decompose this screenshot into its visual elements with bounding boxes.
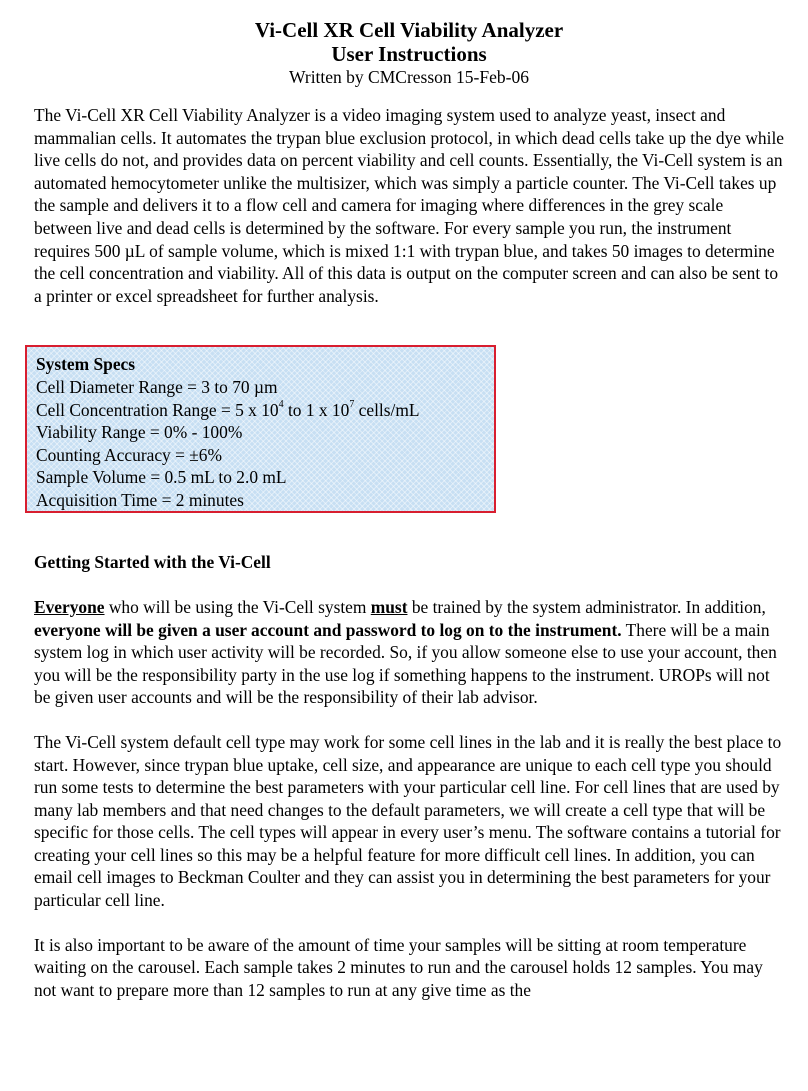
spec-viability-range: Viability Range = 0% - 100% [36, 422, 243, 443]
specs-title: System Specs [36, 354, 136, 375]
spec-conc-prefix: Cell Concentration Range = 5 x 10 [36, 399, 279, 420]
spec-conc-suffix: cells/mL [354, 399, 420, 420]
title-block [34, 18, 784, 88]
training-text-c: There will be a main system log in which user activity will be recorded. So, if you allow someone else to use your account, then you will be the responsibility party in the use log if something happens to the instrument. UROPs will not be given user accounts and will be the responsibility of their lab advisor. [34, 619, 777, 708]
spec-counting-accuracy: Counting Accuracy = ±6% [36, 444, 222, 465]
spec-conc-exponent-2: 7 [349, 398, 355, 410]
emphasis-user-account: everyone will be given a user account and password to log on to the instrument. [34, 619, 622, 640]
spec-acquisition-time: Acquisition Time = 2 minutes [36, 489, 244, 510]
system-specs-box [25, 345, 496, 513]
spec-cell-diameter: Cell Diameter Range = 3 to 70 µm [36, 376, 278, 397]
document-title-line1: Vi-Cell XR Cell Viability Analyzer [254, 18, 564, 42]
section-heading-getting-started: Getting Started with the Vi-Cell [34, 552, 271, 573]
document-title-line2: User Instructions [331, 42, 487, 66]
training-text-b: be trained by the system administrator. In addition, [407, 596, 766, 617]
training-text-a: who will be using the Vi-Cell system [104, 596, 371, 617]
emphasis-must: must [370, 596, 408, 617]
spec-conc-exponent-1: 4 [278, 398, 284, 410]
intro-paragraph: The Vi-Cell XR Cell Viability Analyzer is a video imaging system used to analyze yeast, insect and mammalian cells. It automates the trypan blue exclusion protocol, in which dead cells take up the dye while live cells do not, and provides data on percent viability and cell counts. Essentially, the Vi-Cell system is an automated hemocytometer unlike the multisizer, which was simply a particle counter. The Vi-Cell takes up the sample and delivers it to a flow cell and camera for imaging where differences in the grey scale between live and dead cells is determined by the software. For every sample you run, the instrument requires 500 µL of sample volume, which is mixed 1:1 with trypan blue, and takes 50 images to determine the cell concentration and viability. All of this data is output on the computer screen and can also be sent to a printer or excel spreadsheet for further analysis. [34, 105, 784, 306]
emphasis-everyone: Everyone [34, 596, 105, 617]
training-paragraph [34, 596, 784, 709]
spec-conc-middle: to 1 x 10 [283, 399, 350, 420]
carousel-paragraph: It is also important to be aware of the amount of time your samples will be sitting at room temperature waiting on the carousel. Each sample takes 2 minutes to run and the carousel holds 12 samples. You may not want to prepare more than 12 samples to run at any give time as the [34, 934, 763, 1000]
cell-type-paragraph: The Vi-Cell system default cell type may work for some cell lines in the lab and it is really the best place to start. However, since trypan blue uptake, cell size, and appearance are unique to each cell type you should run some tests to determine the best parameters with your particular cell line. For cell lines that are used by many lab members and that need changes to the default parameters, we will create a cell type that will be specific for those cells. The cell types will appear in every user’s menu. The software contains a tutorial for creating your cell lines so this may be a helpful feature for more difficult cell lines. In addition, you can email cell images to Beckman Coulter and they can assist you in determining the best parameters for your particular cell line. [34, 731, 782, 911]
document-byline: Written by CMCresson 15-Feb-06 [289, 67, 529, 87]
spec-sample-volume: Sample Volume = 0.5 mL to 2.0 mL [36, 467, 287, 488]
spec-cell-concentration [36, 399, 494, 422]
